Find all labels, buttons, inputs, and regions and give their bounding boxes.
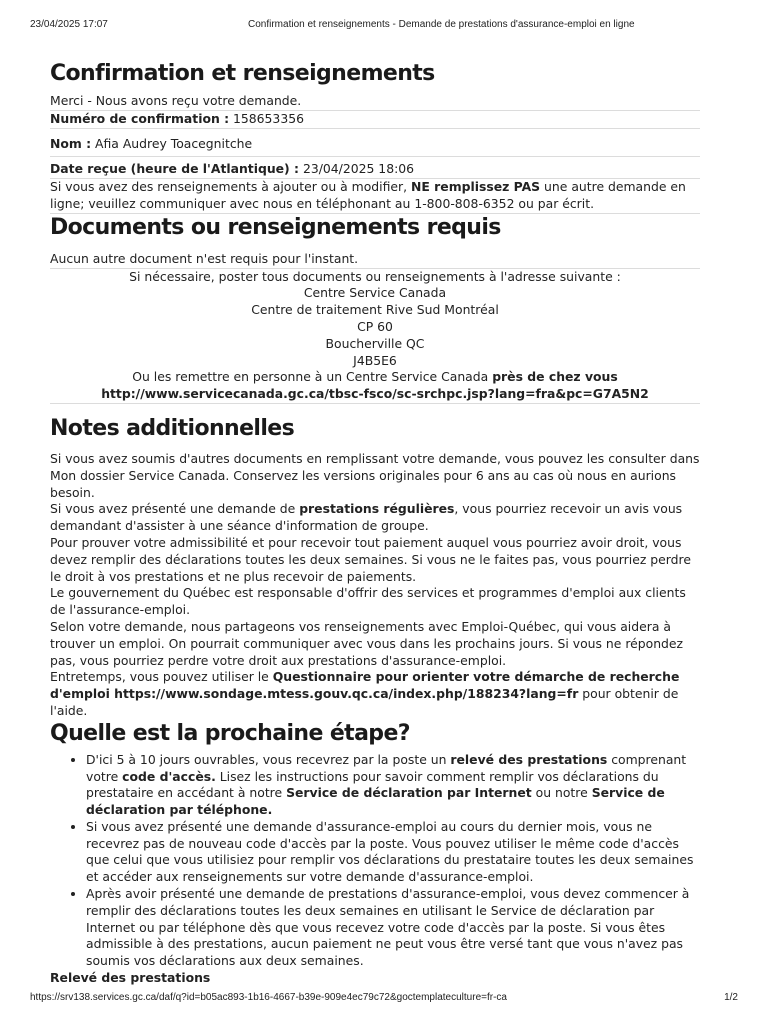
divider (50, 128, 700, 129)
date-received-row (50, 161, 700, 178)
note-text: pour obtenir de l'aide. (50, 686, 679, 718)
statement-subheading: Relevé des prestations (50, 970, 211, 986)
address-line: Centre de traitement Rive Sud Montréal (251, 302, 499, 318)
list-item (86, 752, 700, 819)
address-line: Boucherville QC (325, 335, 425, 351)
note-text: Si vous avez présenté une demande de (50, 501, 300, 517)
in-person-line (50, 369, 700, 386)
page-content (50, 60, 700, 987)
documents-heading: Documents ou renseignements requis (50, 214, 501, 240)
date-received-label: Date reçue (heure de l'Atlantique) : (50, 161, 299, 177)
address-line: J4B5E6 (353, 352, 397, 368)
service-centre-link[interactable]: http://www.servicecanada.gc.ca/tbsc-fsco/sc-srchpc.jsp?lang=fra&pc=G7A5N2 (101, 386, 649, 402)
list-item: • Si vous avez présenté une demande d'assurance-emploi au cours du dernier mois, vous ne recevrez pas de nouveau code d'accès par la poste. Vous pouvez utiliser le même code d'accès que celui que vous utilisiez pour remplir vos déclarations du prestataire toutes les deux semaines et accéder aux renseignements sur votre demande d'assurance-emploi. (86, 819, 700, 886)
print-header (30, 19, 738, 33)
mailing-address-block (50, 269, 700, 403)
note-paragraph (50, 501, 700, 535)
next-step-heading: Quelle est la prochaine étape? (50, 720, 410, 746)
thanks-message: Merci - Nous avons reçu votre demande. (50, 93, 302, 108)
name-label: Nom : (50, 135, 92, 151)
note-paragraph: Pour prouver votre admissibilité et pour recevoir tout paiement auquel vous pourriez avoir droit, vous devez remplir des déclarations toutes les deux semaines. Si vous ne le faites pas, vous pourriez perdre le droit à vos prestations et ne plus recevoir de paiements. (50, 534, 691, 584)
no-documents-required: Aucun autre document n'est requis pour l'instant. (50, 250, 359, 266)
notice-text: Si vous avez des renseignements à ajouter ou à modifier, (50, 179, 412, 195)
print-footer (30, 992, 738, 1006)
divider (50, 403, 700, 404)
print-datetime: 23/04/2025 17:07 (30, 19, 108, 30)
phone-reporting-emphasis: Service de déclaration par téléphone. (86, 785, 665, 818)
address-line: Centre Service Canada (303, 285, 447, 301)
internet-reporting-emphasis: Service de déclaration par Internet (286, 785, 532, 801)
address-line: CP 60 (357, 318, 393, 334)
confirmation-number-label: Numéro de confirmation : (50, 110, 230, 126)
modification-notice (50, 179, 700, 213)
regular-benefits-emphasis: prestations régulières (299, 501, 455, 517)
confirmation-number-row (50, 111, 700, 128)
note-paragraph (50, 669, 700, 719)
list-text: ou notre (531, 785, 592, 801)
notice-emphasis: NE remplissez PAS (411, 179, 541, 195)
date-received-value: 23/04/2025 18:06 (302, 161, 415, 177)
note-text: Entretemps, vous pouvez utiliser le (50, 669, 273, 685)
list-text: comprenant votre (86, 751, 687, 784)
name-row (50, 136, 700, 153)
in-person-emphasis: près de chez vous (492, 369, 618, 385)
print-page-title: Confirmation et renseignements - Demande de prestations d'assurance-emploi en ligne (248, 19, 635, 30)
list-text: D'ici 5 à 10 jours ouvrables, vous recevrez par la poste un (86, 751, 451, 767)
confirmation-heading: Confirmation et renseignements (50, 61, 435, 86)
list-text: Lisez les instructions pour savoir comment remplir vos déclarations du prestataire en accédant à notre (86, 768, 659, 801)
notice-text-continued: une autre demande en ligne; veuillez communiquer avec nous en téléphonant au 1-800-808-6352 ou par écrit. (50, 179, 686, 211)
list-item: • Après avoir présenté une demande de prestations d'assurance-emploi, vous devez commencer à remplir des déclarations toutes les deux semaines en utilisant le Service de déclaration par Internet ou par téléphone dès que vous recevez votre code d'accès par la poste. Si vous êtes admissible à des prestations, aucun paiement ne peut vous être versé tant que vous n'avez pas soumis vos déclarations aux deux semaines. (86, 886, 700, 970)
next-step-list (50, 752, 700, 970)
questionnaire-link[interactable]: Questionnaire pour orienter votre démarche de recherche d'emploi https://www.sondage.mtess.gouv.qc.ca/index.php/188234?lang=fr (50, 669, 680, 702)
confirmation-number-value: 158653356 (233, 110, 304, 126)
divider (50, 156, 700, 157)
print-url: https://srv138.services.gc.ca/daf/q?id=b05ac893-1b16-4667-b39e-909e4ec79c72&goctemplateculture=fr-ca (30, 992, 507, 1003)
page-number: 1/2 (724, 992, 738, 1003)
in-person-text: Ou les remettre en personne à un Centre Service Canada (132, 369, 493, 385)
note-paragraph: Le gouvernement du Québec est responsable d'offrir des services et programmes d'emploi aux clients de l'assurance-emploi. (50, 585, 686, 618)
mail-intro: Si nécessaire, poster tous documents ou renseignements à l'adresse suivante : (129, 268, 621, 284)
notes-body (50, 451, 700, 720)
note-text: , vous pourriez recevoir un avis vous demandant d'assister à une séance d'information de groupe. (50, 501, 683, 534)
access-code-emphasis: code d'accès. (122, 768, 216, 784)
note-paragraph: Selon votre demande, nous partageons vos renseignements avec Emploi-Québec, qui vous aidera à trouver un emploi. On pourrait communiquer avec vous dans les prochains jours. Si vous ne répondez pas, vous pourriez perdre votre droit aux prestations d'assurance-emploi. (50, 618, 684, 668)
name-value: Afia Audrey Toacegnitche (95, 135, 253, 151)
notes-heading: Notes additionnelles (50, 415, 295, 441)
note-paragraph: Si vous avez soumis d'autres documents en remplissant votre demande, vous pouvez les consulter dans Mon dossier Service Canada. Conservez les versions originales pour 6 ans au cas où nous en aurions besoin. (50, 450, 700, 500)
statement-emphasis: relevé des prestations (450, 751, 608, 767)
